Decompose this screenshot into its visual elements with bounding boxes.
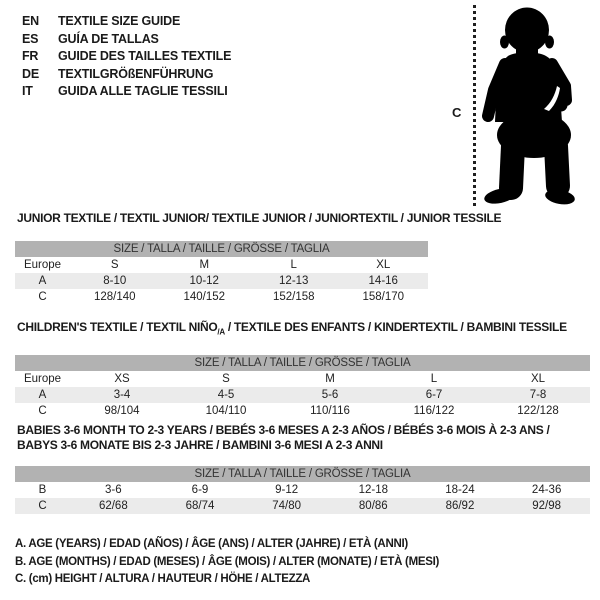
size-table-junior	[15, 241, 428, 305]
size-cell: 4-5	[174, 387, 278, 403]
table-row	[15, 498, 590, 514]
table-row	[15, 273, 428, 289]
language-title: TEXTILE SIZE GUIDE	[58, 14, 181, 28]
size-cell: M	[199, 259, 210, 271]
size-cell: L	[290, 259, 297, 271]
size-cell: 128/140	[93, 291, 136, 303]
language-guide-list	[22, 13, 231, 101]
row-label: B	[38, 484, 47, 496]
language-code: ES	[22, 31, 39, 46]
legend-line: C. (cm) HEIGHT / ALTURA / HAUTEUR / HÖHE / ALTEZZA	[15, 573, 311, 585]
title-text: BABYS 3-6 MONATE BIS 2-3 JAHRE / BAMBINI 3-6 MESI A 2-3 ANNI	[17, 438, 383, 452]
size-table-children	[15, 355, 590, 419]
size-cell: 5-6	[278, 387, 382, 403]
size-cell: 62/68	[70, 498, 157, 514]
size-cell: S	[110, 259, 119, 271]
row-label: Europe	[23, 373, 62, 386]
size-cell: 6-9	[191, 484, 209, 496]
row-label: A	[15, 387, 70, 403]
size-header-cell: SIZE / TALLA / TAILLE / GRÖSSE / TAGLIA	[15, 466, 590, 482]
language-row	[22, 48, 231, 66]
size-cell: 92/98	[503, 498, 590, 514]
size-cell: 10-12	[160, 273, 250, 289]
language-row	[22, 66, 231, 84]
legend-line: A. AGE (YEARS) / EDAD (AÑOS) / ÂGE (ANS) / ALTER (JAHRE) / ETÀ (ANNI)	[15, 538, 408, 550]
size-cell: 68/74	[157, 498, 244, 514]
size-header-row	[15, 466, 590, 482]
table-row	[15, 371, 590, 387]
language-title: GUIDA ALLE TAGLIE TESSILI	[58, 84, 228, 98]
table-title-line	[17, 211, 502, 225]
language-row	[22, 31, 231, 49]
title-text: JUNIOR TEXTILE / TEXTIL JUNIOR/ TEXTILE JUNIOR / JUNIORTEXTIL / JUNIOR TESSILE	[17, 211, 502, 225]
height-measure-label: C	[452, 105, 462, 120]
size-cell: 12-13	[249, 273, 339, 289]
size-cell: 80/86	[330, 498, 417, 514]
row-label: Europe	[23, 259, 62, 271]
language-title: GUIDE DES TAILLES TEXTILE	[58, 49, 232, 63]
size-cell: 9-12	[275, 484, 299, 496]
size-cell: 24-36	[531, 484, 562, 496]
size-cell: XS	[114, 373, 130, 386]
size-cell: 8-10	[70, 273, 160, 289]
table-row	[15, 257, 428, 273]
size-table-section-children	[15, 321, 590, 419]
table-title-children	[17, 321, 590, 338]
table-title-line	[17, 321, 590, 338]
row-label: C	[15, 498, 70, 514]
size-cell: 86/92	[417, 498, 504, 514]
language-row	[22, 83, 231, 101]
table-title-junior	[17, 211, 502, 225]
size-cell: XL	[376, 259, 391, 271]
row-label: C	[38, 405, 47, 418]
size-cell: 158/170	[362, 291, 405, 303]
language-code: IT	[22, 84, 33, 98]
table-title-line	[17, 423, 590, 438]
size-cell: 7-8	[486, 387, 590, 403]
table-row	[15, 403, 590, 419]
legend-line: B. AGE (MONTHS) / EDAD (MESES) / ÂGE (MOIS) / ALTER (MONATE) / ETÀ (MESI)	[15, 555, 440, 568]
table-title-babies	[17, 423, 590, 453]
table-row	[15, 482, 590, 498]
language-code: DE	[22, 66, 39, 81]
language-code: FR	[22, 49, 39, 63]
size-table-babies	[15, 466, 590, 514]
size-header-row	[15, 241, 428, 257]
title-text: / TEXTILE DES ENFANTS / KINDERTEXTIL / BAMBINI TESSILE	[224, 320, 567, 334]
size-cell: 140/152	[183, 291, 226, 303]
size-table-section-junior	[15, 211, 502, 305]
size-cell: 152/158	[272, 291, 315, 303]
size-cell: S	[222, 373, 230, 386]
size-cell: 74/80	[243, 498, 330, 514]
title-text: BABIES 3-6 MONTH TO 2-3 YEARS / BEBÉS 3-6 MESES A 2-3 AÑOS / BÉBÉS 3-6 MOIS À 2-3 ANS /	[17, 423, 550, 437]
size-cell: 3-6	[105, 484, 122, 496]
table-title-line	[17, 438, 590, 453]
height-measure-line	[473, 5, 476, 206]
size-cell: XL	[530, 373, 546, 386]
size-cell: 6-7	[382, 387, 486, 403]
size-cell: 116/122	[413, 405, 455, 418]
size-cell: 122/128	[517, 405, 559, 418]
row-label: C	[38, 291, 47, 303]
table-row	[15, 387, 590, 403]
table-row	[15, 289, 428, 305]
size-cell: M	[325, 373, 335, 386]
language-code: EN	[22, 14, 39, 28]
size-cell: 110/116	[310, 405, 350, 418]
language-row	[22, 13, 231, 31]
size-header-row	[15, 355, 590, 371]
title-text: CHILDREN'S TEXTILE / TEXTIL NIÑO	[17, 320, 218, 334]
size-cell: 3-4	[70, 387, 174, 403]
size-table-section-babies	[15, 423, 590, 514]
title-subscript: /A	[217, 327, 225, 337]
measurement-legend	[15, 536, 439, 589]
language-title: GUÍA DE TALLAS	[58, 31, 159, 46]
size-cell: L	[430, 373, 438, 386]
baby-silhouette-image	[478, 4, 580, 208]
size-header-cell: SIZE / TALLA / TAILLE / GRÖSSE / TAGLIA	[15, 355, 590, 371]
size-header-cell: SIZE / TALLA / TAILLE / GRÖSSE / TAGLIA	[15, 241, 428, 257]
size-cell: 14-16	[339, 273, 429, 289]
size-cell: 98/104	[104, 405, 140, 418]
language-title: TEXTILGRÖßENFÜHRUNG	[58, 66, 214, 81]
size-cell: 18-24	[445, 484, 475, 496]
size-cell: 12-18	[358, 484, 388, 496]
size-cell: 104/110	[205, 405, 247, 418]
row-label: A	[15, 273, 70, 289]
